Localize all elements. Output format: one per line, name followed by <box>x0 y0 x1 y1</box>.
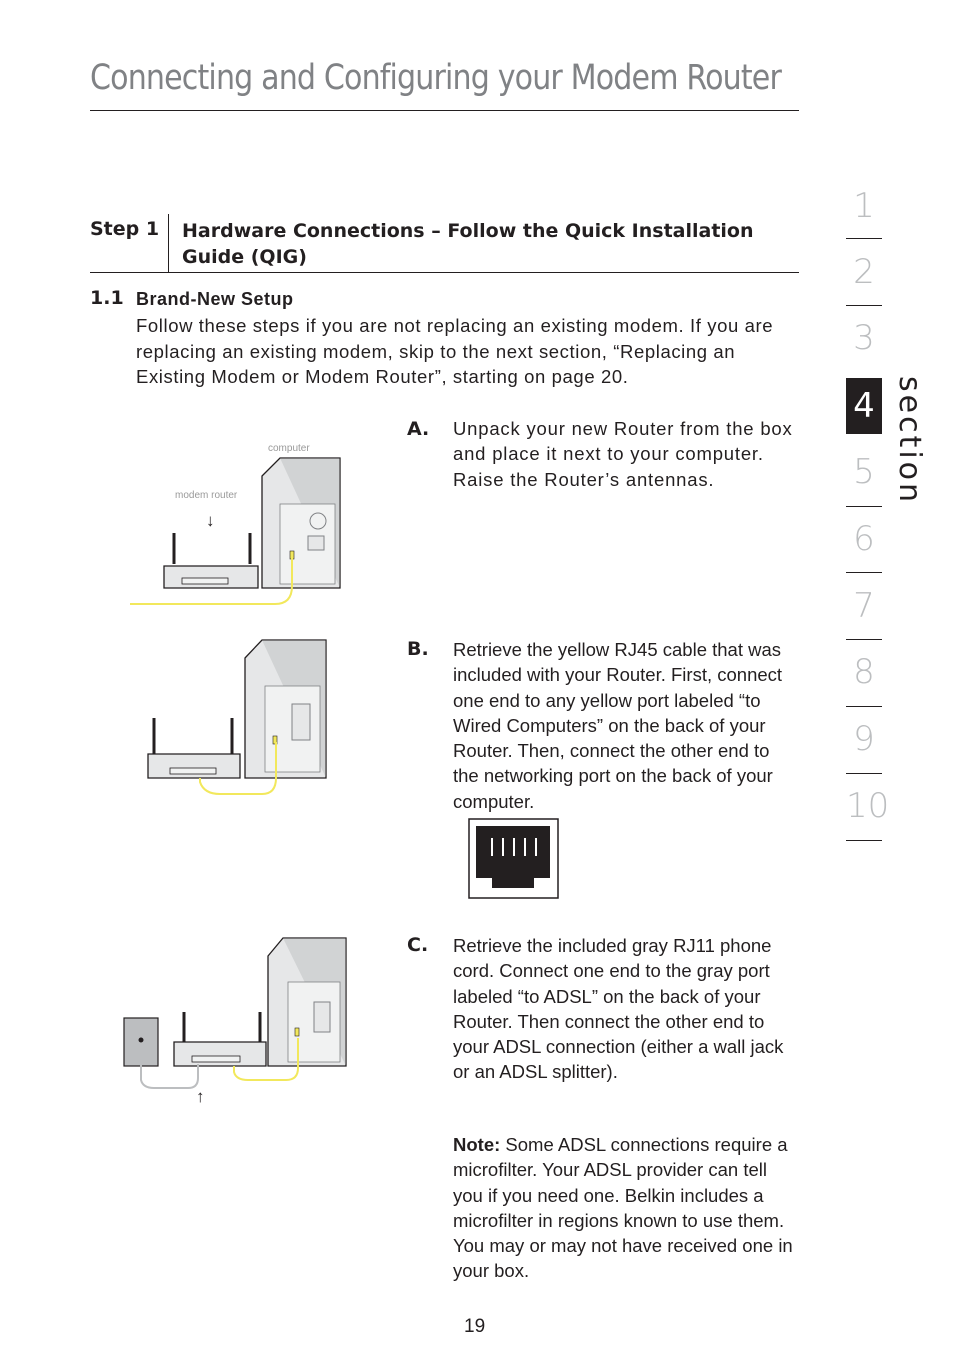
note-label: Note: <box>453 1134 501 1155</box>
step-c-text: Retrieve the included gray RJ11 phone cord. Connect one end to the gray port labeled “to ADSL” on the back of your Router. Then connect the other end to your ADSL connection (either a wall jack or an ADSL splitter). <box>453 935 784 1083</box>
section-link-2[interactable]: 2 <box>853 252 875 292</box>
computer-tower-icon <box>262 458 340 588</box>
subsection-title: Brand-New Setup <box>136 289 294 309</box>
subsection-intro: Follow these steps if you are not replacing an existing modem. If you are replacing an existing modem, skip to the next section, “Replacing an Existing Modem or Modem Router”, starting on page 20. <box>136 315 774 387</box>
router-icon <box>164 533 258 588</box>
router-icon <box>148 718 240 778</box>
nav-divider <box>846 305 882 306</box>
rj45-port-icon <box>468 818 560 900</box>
page-number: 19 <box>464 1316 486 1337</box>
step-label: Step 1 <box>90 218 160 240</box>
nav-divider <box>846 238 882 239</box>
step-a-letter: A. <box>407 418 430 440</box>
computer-tower-icon <box>245 640 326 778</box>
page-title: Connecting and Configuring your Modem Router <box>90 58 781 98</box>
nav-divider <box>846 840 882 841</box>
illustration-unpack <box>130 436 350 608</box>
step-heading: Hardware Connections – Follow the Quick Installation Guide (QIG) <box>182 220 754 268</box>
nav-divider <box>846 773 882 774</box>
section-word: section <box>892 376 927 506</box>
nav-divider <box>846 706 882 707</box>
subsection-number: 1.1 <box>90 287 124 309</box>
arrow-up-icon: ↑ <box>196 1087 205 1106</box>
note-text: Some ADSL connections require a microfilter. Your ADSL provider can tell you if you need one. Belkin includes a microfilter in regions known to use them. You may or may not have received one in your box. <box>453 1134 793 1282</box>
arrow-down-icon: ↓ <box>206 511 215 530</box>
router-icon <box>174 1012 266 1066</box>
nav-divider <box>846 572 882 573</box>
nav-divider <box>846 639 882 640</box>
step-rule <box>90 272 799 273</box>
computer-tower-icon <box>268 938 346 1066</box>
section-link-9[interactable]: 9 <box>853 719 875 759</box>
section-link-4-active[interactable] <box>846 378 882 434</box>
step-a-text: Unpack your new Router from the box and place it next to your computer. Raise the Router’s antennas. <box>453 418 793 490</box>
section-link-1[interactable]: 1 <box>853 186 875 226</box>
section-link-6[interactable]: 6 <box>853 519 875 559</box>
section-link-3[interactable]: 3 <box>853 318 875 358</box>
section-link-4-label: 4 <box>853 386 875 426</box>
router-label: modem router <box>175 490 238 501</box>
nav-divider <box>846 506 882 507</box>
step-divider <box>168 214 169 272</box>
section-link-7[interactable]: 7 <box>853 586 875 626</box>
illustration-rj11-connection <box>118 932 350 1108</box>
section-link-8[interactable]: 8 <box>853 652 875 692</box>
step-c-letter: C. <box>407 934 429 956</box>
note-paragraph <box>453 1132 798 1284</box>
step-b-letter: B. <box>407 638 429 660</box>
title-rule <box>90 110 799 111</box>
illustration-rj45-connection <box>140 636 340 800</box>
computer-label: computer <box>268 443 310 454</box>
section-link-5[interactable]: 5 <box>853 452 875 492</box>
step-b-text: Retrieve the yellow RJ45 cable that was included with your Router. First, connect one end to any yellow port labeled “to Wired Computers” on the back of your Router. Then, connect the other end to the networking port on the back of your computer. <box>453 639 783 812</box>
section-link-10[interactable]: 10 <box>846 786 890 826</box>
